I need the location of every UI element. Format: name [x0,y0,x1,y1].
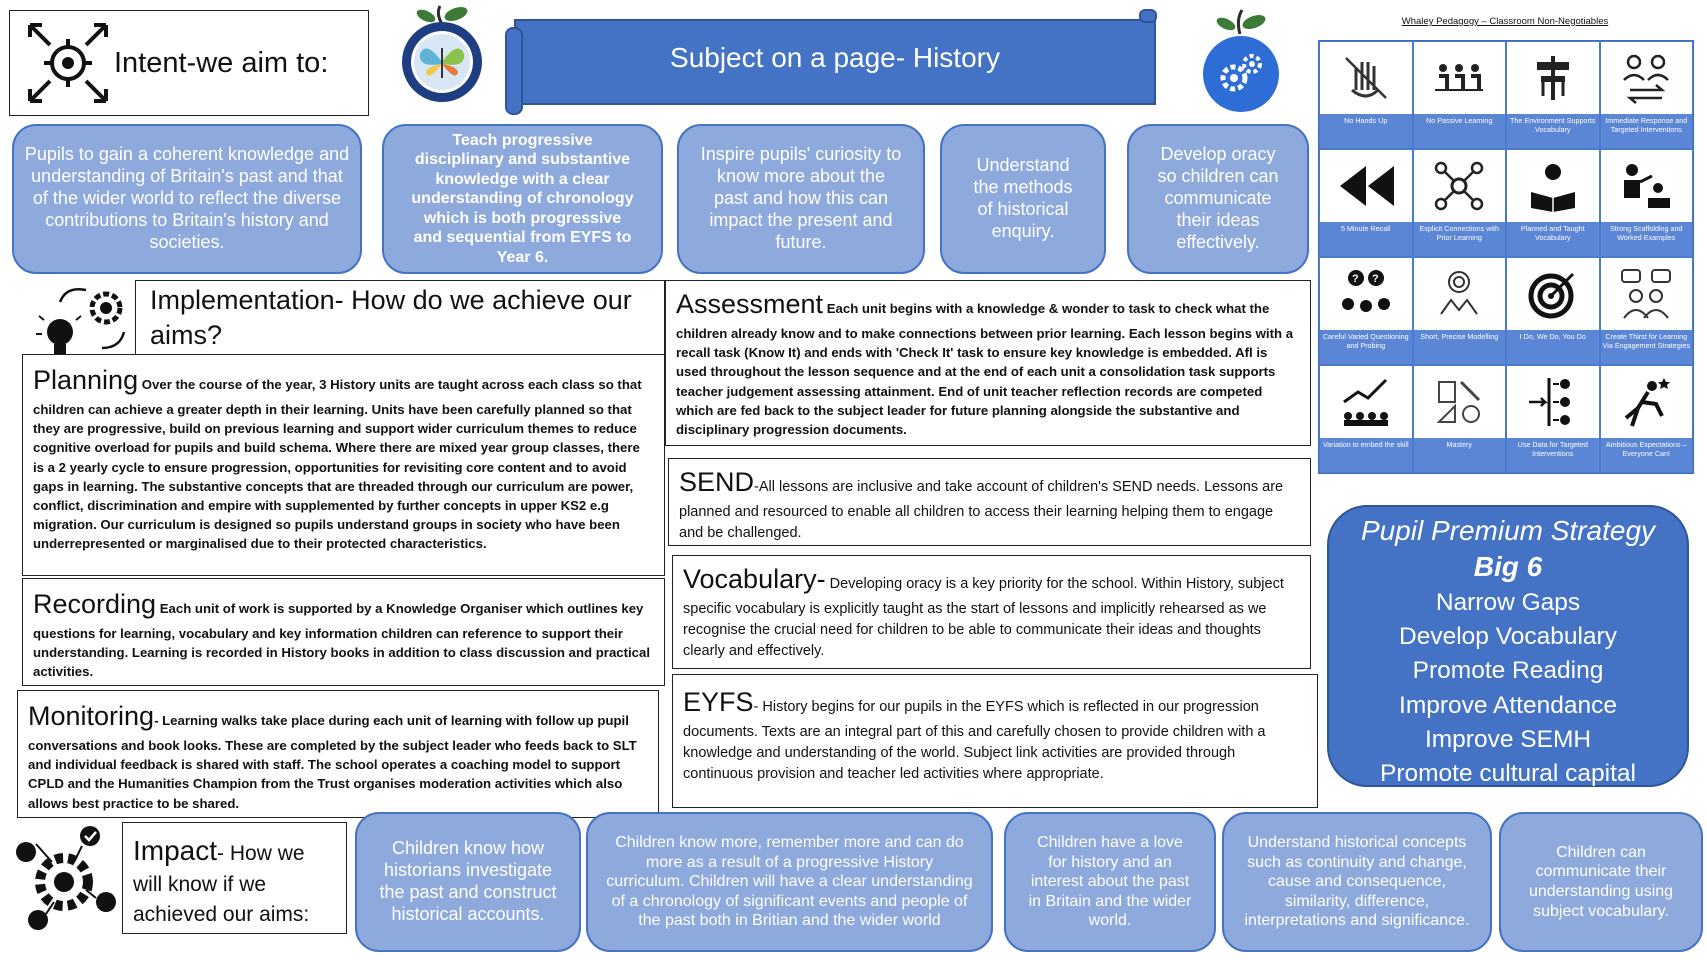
intent-bubble-2: Teach progressive disciplinary and substantive knowledge with a clear understanding of chronology which is both progressive and sequential from EYFS to Year 6. [382,124,663,274]
impact-gear-icon [8,822,120,934]
send-text: -All lessons are inclusive and take account of children's SEND needs. Lessons are planned and resourced to enable all children to access their learning helping them to engage and be challenged. [679,479,1284,542]
non-negotiable-cell: Immediate Response and Targeted Interventions [1600,41,1694,149]
tools-icon [1431,374,1487,430]
pupil-premium-panel [1327,505,1689,787]
assessment-heading: Assessment [676,289,824,319]
questions-icon [1338,266,1394,322]
group-seated-icon [1431,50,1487,106]
impact-bubble-3: Children have a love for history and an interest about the past in Britain and the wider world. [1004,812,1216,952]
recording-text: Each unit of work is supported by a Knowledge Organiser which outlines key questions for learning, vocabulary and key information children can reference to support their understanding. Learning is recorded in History books in addition to class discussion and practical activities. [33,601,650,680]
no-hands-icon [1338,50,1394,106]
send-box [668,458,1311,546]
intent-title: Intent-we aim to: [114,47,329,79]
data-flow-icon [1525,374,1581,430]
intent-box [9,10,369,116]
non-negotiables-title: Whaley Pedagogy – Classroom Non-Negotiables [1401,16,1609,27]
non-negotiable-cell: 5 Minute Recall [1319,149,1413,257]
implementation-title: Implementation- How do we achieve our aims? [150,285,632,350]
lightbulb-gear-icon [36,282,132,358]
vocabulary-box [672,555,1311,669]
non-negotiable-cell: The Environment Supports Vocabulary [1506,41,1600,149]
eyfs-heading: EYFS [683,687,754,717]
teacher-icon [1618,158,1674,214]
impact-bubble-5: Children can communicate their understanding using subject vocabulary. [1499,812,1703,952]
recording-box [22,578,665,686]
non-negotiables-grid [1318,40,1694,474]
non-negotiable-cell: Planned and Taught Vocabulary [1506,149,1600,257]
impact-bubble-1: Children know how historians investigate the past and construct historical accounts. [355,812,581,952]
non-negotiable-cell: Use Data for Targeted Interventions [1506,365,1600,473]
planning-text: Over the course of the year, 3 History units are taught across each class so that children can achieve a greater depth in their learning. Units have been carefully planned so that they are progressive, build on previous learning and support wider curriculum themes to reduce cognitive overload for pupils and build schema. Where there are mixed year group classes, there is a 2 yearly cycle to ensure progression, opportunities for revisiting core content and to avoid gaps in learning. The substantive concepts that are threaded through our curriculum are power, conflict, discrimination and empire with supplemented by further concepts in upper KS2 e.g migration. Our curriculum is designed so pupils understand groups in society who have been underrepresented or marginalised due to their protected characteristics. [33,377,642,552]
banner-title: Subject on a page- History [670,42,1000,73]
non-negotiable-cell: Variation to embed the skill [1319,365,1413,473]
exchange-icon [1618,50,1674,106]
recording-heading: Recording [33,589,157,619]
discussion-icon [1618,266,1674,322]
planning-heading: Planning [33,365,139,395]
pupil-premium-item: Narrow Gaps [1435,588,1581,616]
eyfs-text: - History begins for our pupils in the EYFS which is reflected in our progression documents. Texts are an integral part of this and carefully chosen to provide children with a knowledge and understanding of the world. Subject link activities are provided through continuous provision and teacher led activities where appropriate. [683,699,1266,783]
non-negotiable-cell: Short, Precise Modelling [1413,257,1507,365]
rewind-icon [1336,158,1396,214]
target-arrows-icon [22,17,114,107]
reading-icon [1525,158,1581,214]
growth-icon [1338,374,1394,430]
school-logo-butterfly-icon [396,2,488,102]
monitoring-text: - Learning walks take place during each unit of learning with follow up pupil conversations and book looks. These are completed by the subject leader who feeds back to SLT and individual feedback is shared with staff. The school operates a coaching model to support CPLD and the Humanities Champion from the Trust organises moderation activities which also allows best practice to be shared. [28,713,637,811]
planning-box [22,354,665,576]
apple-gears-logo-icon [1200,4,1282,116]
intent-bubble-3: Inspire pupils' curiosity to know more about the past and how this can impact the present and future. [677,124,925,274]
impact-bubble-4: Understand historical concepts such as continuity and change, cause and consequence, similarity, difference, interpretations and significance. [1222,812,1492,952]
impact-title-box [122,822,347,934]
non-negotiable-cell: No Hands Up [1319,41,1413,149]
non-negotiable-cell: I Do, We Do, You Do [1506,257,1600,365]
achiever-icon [1618,374,1674,430]
intent-bubble-1: Pupils to gain a coherent knowledge and understanding of Britain's past and that of the wider world to reflect the diverse contributions to Britain's history and societies. [12,124,362,274]
non-negotiable-cell: ? ? Careful Varied Questioning and Probing [1319,257,1413,365]
svg-text:?: ? [1371,273,1379,285]
pupil-premium-subtitle: Big 6 [1473,551,1543,583]
vocabulary-heading: Vocabulary- [683,564,826,594]
non-negotiable-cell: Explicit Connections with Prior Learning [1413,149,1507,257]
monitoring-heading: Monitoring [28,701,155,731]
pupil-premium-item: Improve SEMH [1424,725,1592,753]
network-icon [1431,158,1487,214]
non-negotiable-cell: Create Thirst for Learning Via Engagement Strategies [1600,257,1694,365]
svg-text:?: ? [1351,273,1359,285]
intent-bubble-5: Develop oracy so children can communicate their ideas effectively. [1127,124,1309,274]
monitoring-box [17,690,659,818]
pupil-premium-item: Promote cultural capital [1379,760,1636,788]
pupil-premium-item: Develop Vocabulary [1399,623,1617,651]
target-icon [1525,266,1581,322]
signpost-icon [1525,50,1581,106]
eyfs-box [672,674,1318,808]
intent-bubble-4: Understand the methods of historical enquiry. [940,124,1106,274]
pupil-premium-item: Promote Reading [1412,657,1604,685]
non-negotiable-cell: Mastery [1413,365,1507,473]
vocabulary-text: Developing oracy is a key priority for the school. Within History, subject specific vocabulary is explicitly taught as the start of lessons and implicitly rehearsed as we recognise the crucial need for children to be able to communicate their ideas and thoughts clearly and effectively. [683,576,1284,660]
impact-subtitle: - How we will know if we achieved our aims: [133,842,310,926]
impact-bubble-2: Children know more, remember more and can do more as a result of a progressive History curriculum. Children will have a clear understanding of a chronology of significant events and people of the past both in Britian and the wider world [586,812,993,952]
send-heading: SEND [679,467,755,497]
assessment-box [665,280,1311,446]
pupil-premium-title: Pupil Premium Strategy [1360,515,1656,546]
non-negotiable-cell: No Passive Learning [1413,41,1507,149]
impact-heading: Impact [133,835,218,866]
pupil-premium-item: Improve Attendance [1399,691,1617,719]
assessment-text: Each unit begins with a knowledge & wonder to task to check what the children already know and to make connections between prior learning. Each lesson begins with a recall task (Know It) and ends with 'Check It' task to ensure key knowledge is embedded. Afl is used throughout the lesson sequence and at the end of each unit a consolidation task supports teacher judgement assessing attainment. End of unit teacher reflection records are competed which are fed back to the subject leader for future planning alongside the substantive and disciplinary progression documents. [676,301,1294,437]
non-negotiable-cell: Strong Scaffolding and Worked Examples [1600,149,1694,257]
non-negotiable-cell: Ambitious Expectations – Everyone Can! [1600,365,1694,473]
implementation-title-box [135,280,665,356]
model-icon [1431,266,1487,322]
